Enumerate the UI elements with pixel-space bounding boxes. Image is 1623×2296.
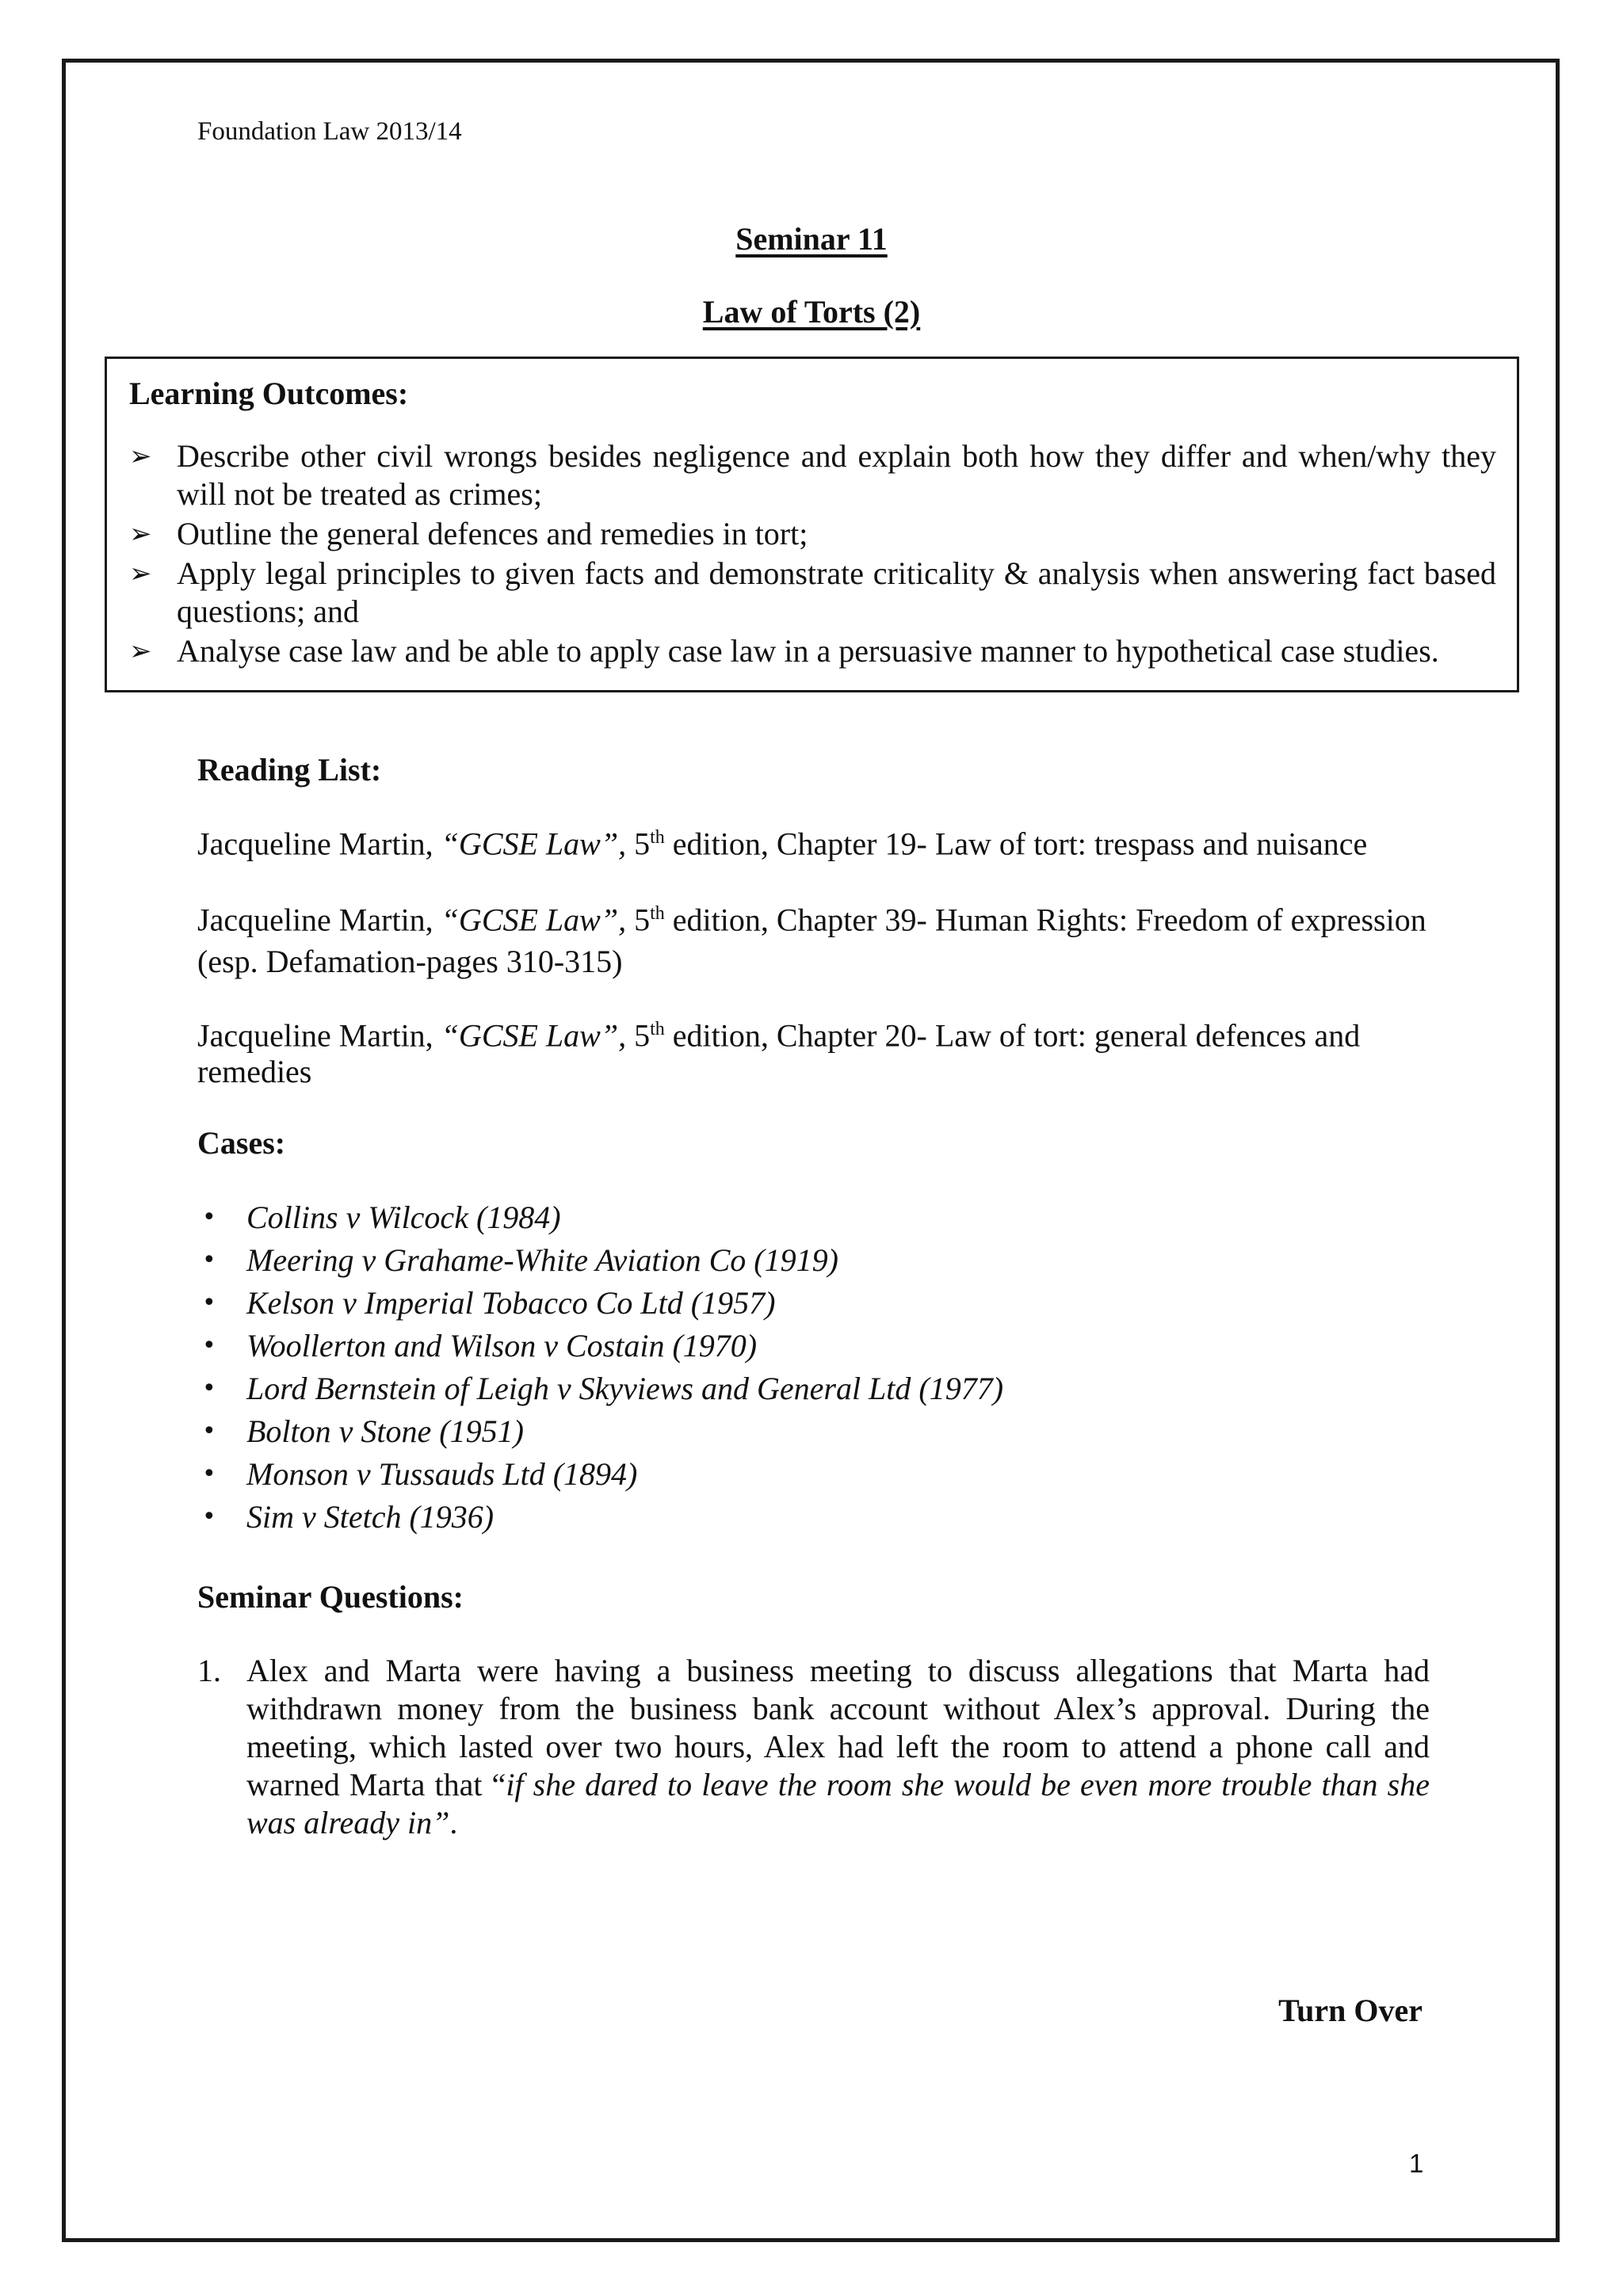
reading-item: Jacqueline Martin, “GCSE Law”, 5th edition, Chapter 39- Human Rights: Freedom of expression (esp. Defamation-pages 310-315) [197, 902, 1426, 979]
question-item: 1. Alex and Marta were having a business meeting to discuss allegations that Marta had withdrawn money from the business bank account without Alex’s approval. During the meeting, which lasted over two hours, Alex had left the room to attend a phone call and warned Marta that “if she dared to leave the room she would be even more trouble than she was already in”. [197, 1653, 1430, 1840]
reading-list-heading: Reading List: [197, 752, 382, 788]
bullet-icon: • [202, 1417, 216, 1445]
list-item: ➢ Analyse case law and be able to apply case law in a persuasive manner to hypothetical case studies. [129, 633, 1439, 669]
case-item: • Sim v Stetch (1936) [197, 1496, 1430, 1539]
case-item: • Woollerton and Wilson v Costain (1970) [197, 1325, 1430, 1367]
page-subtitle: Law of Torts (2) [702, 294, 921, 330]
arrow-bullet-icon: ➢ [129, 518, 152, 550]
arrow-bullet-icon: ➢ [129, 441, 152, 472]
arrow-bullet-icon: ➢ [129, 635, 152, 667]
bullet-icon: • [202, 1289, 216, 1317]
case-item: • Monson v Tussauds Ltd (1894) [197, 1453, 1430, 1496]
cases-heading: Cases: [197, 1125, 286, 1161]
bullet-icon: • [202, 1375, 216, 1402]
turn-over-note: Turn Over [1278, 1993, 1423, 2028]
bullet-icon: • [202, 1203, 216, 1231]
cases-section [197, 1124, 1430, 1539]
learning-outcomes-list [129, 437, 1496, 670]
seminar-questions-section [197, 1578, 1430, 1842]
arrow-bullet-icon: ➢ [129, 558, 152, 589]
bullet-icon: • [202, 1332, 216, 1360]
learning-outcomes-heading: Learning Outcomes: [129, 376, 409, 411]
case-item: • Kelson v Imperial Tobacco Co Ltd (1957) [197, 1282, 1430, 1325]
list-item: ➢ Apply legal principles to given facts and demonstrate criticality & analysis when answering fact based questions; and [129, 555, 1496, 629]
list-item: ➢ Outline the general defences and remedies in tort; [129, 516, 808, 551]
page-number: 1 [1409, 2149, 1424, 2178]
course-header: Foundation Law 2013/14 [197, 117, 462, 146]
case-item: • Lord Bernstein of Leigh v Skyviews and General Ltd (1977) [197, 1367, 1430, 1410]
cases-list [197, 1196, 1430, 1539]
case-item: • Collins v Wilcock (1984) [197, 1196, 1430, 1239]
bullet-icon: • [202, 1246, 216, 1274]
case-item: • Meering v Grahame-White Aviation Co (1919) [197, 1239, 1430, 1282]
reading-item: Jacqueline Martin, “GCSE Law”, 5th edition, Chapter 20- Law of tort: general defences and remedies [197, 1016, 1361, 1089]
bullet-icon: • [202, 1460, 216, 1488]
list-item: ➢ Describe other civil wrongs besides negligence and explain both how they differ and when/why they will not be treated as crimes; [129, 438, 1496, 512]
learning-outcomes-box [105, 357, 1519, 692]
page-title: Seminar 11 [735, 221, 888, 257]
reading-list-section [197, 751, 1430, 1090]
case-item: • Bolton v Stone (1951) [197, 1410, 1430, 1453]
seminar-questions-heading: Seminar Questions: [197, 1579, 464, 1615]
reading-item: Jacqueline Martin, “GCSE Law”, 5th edition, Chapter 19- Law of tort: trespass and nuisance [197, 826, 1368, 862]
question-number: 1. [197, 1653, 221, 1688]
bullet-icon: • [202, 1503, 216, 1531]
